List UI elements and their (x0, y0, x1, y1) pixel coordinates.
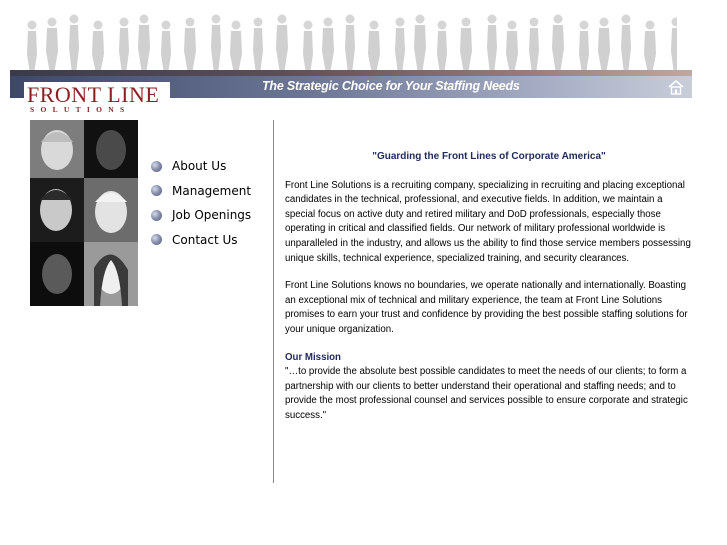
silhouette-figure (138, 15, 150, 75)
page-headline: "Guarding the Front Lines of Corporate America" (372, 151, 606, 162)
silhouette-figure (579, 21, 589, 75)
home-icon[interactable] (667, 78, 685, 96)
silhouette-figure (414, 15, 426, 75)
bullet-icon (151, 210, 162, 221)
second-paragraph: Front Line Solutions knows no boundaries, we operate nationally and internationally. Boasting an exceptional mix of technical and military experience, the team at Front Line Solutions promises to earn your trust and confidence by providing the best possible staffing solutions for your unique organization. (285, 280, 688, 335)
silhouette-figure (119, 18, 129, 75)
people-silhouettes-banner (22, 8, 677, 74)
nav-label: About Us (172, 159, 227, 174)
silhouette-figure (345, 15, 355, 75)
silhouette-figure (161, 21, 171, 75)
silhouette-figure (621, 15, 631, 75)
logo-subtext: SOLUTIONS (30, 105, 131, 114)
mission-text: "…to provide the absolute best possible candidates to meet the needs of our clients; to form a partnership with our clients to better understand their operational and staffing needs; and to provide the most professional counsel and services possible to ensure corporate and strategic success." (285, 366, 688, 421)
silhouette-figure (552, 15, 564, 75)
silhouette-figure (529, 18, 539, 75)
nav-label: Contact Us (172, 232, 238, 247)
tagline: The Strategic Choice for Your Staffing Needs (262, 79, 520, 93)
nav-management[interactable] (151, 179, 251, 204)
silhouette-figure (276, 15, 288, 75)
nav-label: Job Openings (172, 208, 252, 223)
silhouette-figure (322, 18, 334, 75)
silhouette-figure (303, 21, 313, 75)
intro-paragraph: Front Line Solutions is a recruiting company, specializing in recruiting and placing exceptional candidates in the technical, professional, and executive fields. In addition, we maintain a special focus on active duty and retired military and DoD professionals, especially those operating in critical and classified fields. Our network of military professional worldwide is unparalleled in the industry, and allows us the ability to find those service members possessing unique skills, technical experience, specialized training, and security clearances. (285, 179, 691, 264)
silhouette-figure (184, 18, 196, 75)
silhouette-figure (69, 15, 79, 75)
portraits-collage (30, 120, 138, 306)
nav-job-openings[interactable] (151, 203, 251, 228)
silhouette-figure (460, 18, 472, 75)
main-content (285, 150, 693, 424)
silhouette-figure (506, 21, 518, 75)
logo[interactable] (24, 82, 170, 116)
nav-label: Management (172, 183, 252, 198)
silhouette-figure (644, 21, 656, 75)
silhouette-figure (46, 18, 58, 75)
mission-heading: Our Mission (285, 351, 341, 363)
vertical-divider (273, 120, 274, 483)
silhouette-figure (395, 18, 405, 75)
logo-text: FRONT LINE (27, 82, 160, 107)
nav-about-us[interactable] (151, 154, 251, 179)
silhouette-figure (92, 21, 104, 75)
silhouette-figure (211, 15, 221, 75)
silhouette-figure (230, 21, 242, 75)
bullet-icon (151, 185, 162, 196)
bullet-icon (151, 234, 162, 245)
main-nav (151, 154, 251, 252)
silhouette-figure (368, 21, 380, 75)
silhouette-figure (598, 18, 610, 75)
silhouette-figure (27, 21, 37, 75)
silhouette-figure (437, 21, 447, 75)
silhouette-figure (253, 18, 263, 75)
bullet-icon (151, 161, 162, 172)
silhouette-figure (487, 15, 497, 75)
silhouette-figure (671, 18, 677, 75)
nav-contact-us[interactable] (151, 228, 251, 253)
